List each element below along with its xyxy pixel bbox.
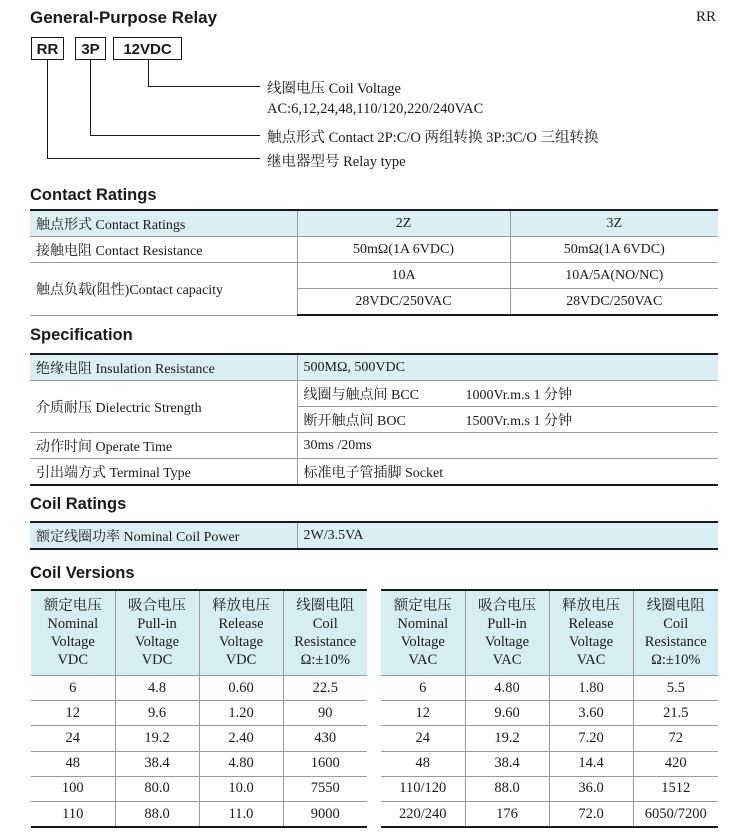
table-cell: 5.5 xyxy=(633,676,718,701)
header-line: Voltage xyxy=(134,634,180,650)
boc-value: 1500Vr.m.s 1 分钟 xyxy=(465,413,572,429)
header-line: Ω:±10% xyxy=(300,652,350,668)
header-line: Voltage xyxy=(484,634,530,650)
table-cell: 2.40 xyxy=(199,726,283,751)
header-line: VAC xyxy=(492,652,522,668)
header-line: Ω:±10% xyxy=(651,652,701,668)
header-line: VAC xyxy=(576,652,606,668)
table-header-row xyxy=(31,590,367,676)
header-line: Release xyxy=(568,616,614,632)
product-code: RR xyxy=(696,9,717,25)
row-label: 额定线圈功率 Nominal Coil Power xyxy=(30,522,297,549)
column-header xyxy=(283,590,367,676)
row-label: 接触电阻 Contact Resistance xyxy=(30,237,297,263)
table-row xyxy=(30,459,718,486)
header-line: Voltage xyxy=(218,634,264,650)
table-cell: 50mΩ(1A 6VDC) xyxy=(510,237,718,263)
section-title-coil-ratings: Coil Ratings xyxy=(30,495,127,513)
table-cell: 9.60 xyxy=(465,701,549,726)
contact-ratings-table xyxy=(30,209,718,316)
header-line: Coil xyxy=(663,616,689,632)
relay-type-label: 继电器型号 Relay type xyxy=(267,154,406,170)
table-row xyxy=(30,210,718,237)
table-cell: 1600 xyxy=(283,751,367,776)
table-cell: 10A xyxy=(297,263,510,289)
section-title-coil-versions: Coil Versions xyxy=(30,564,135,582)
table-cell: 500MΩ, 500VDC xyxy=(297,354,718,381)
header-line: 线圈电阻 xyxy=(296,598,355,614)
table-cell: 80.0 xyxy=(115,776,199,801)
leader-line xyxy=(47,158,260,159)
table-row xyxy=(30,433,718,459)
table-cell: 22.5 xyxy=(283,676,367,701)
table-cell: 72 xyxy=(633,726,718,751)
column-header-3z: 3Z xyxy=(510,210,718,237)
header-line: 额定电压 xyxy=(393,598,452,614)
header-line: Voltage xyxy=(400,634,445,650)
table-cell: 6050/7200 xyxy=(633,801,718,827)
table-row xyxy=(381,701,718,726)
header-line: 吸合电压 xyxy=(128,598,186,614)
table-row xyxy=(31,776,367,801)
table-row xyxy=(30,263,718,289)
table-cell: 36.0 xyxy=(549,776,633,801)
header-line: Resistance xyxy=(294,634,357,650)
table-cell: 220/240 xyxy=(381,801,465,827)
table-cell: 176 xyxy=(465,801,549,827)
header-line: VDC xyxy=(57,652,89,668)
table-row xyxy=(381,801,718,827)
table-row xyxy=(381,726,718,751)
table-cell: 28VDC/250VAC xyxy=(297,289,510,316)
code-box-contact: 3P xyxy=(75,37,106,60)
table-cell: 110/120 xyxy=(381,776,465,801)
header-line: 释放电压 xyxy=(212,598,270,614)
table-cell: 88.0 xyxy=(465,776,549,801)
header-line: 额定电压 xyxy=(43,598,102,614)
table-cell: 90 xyxy=(283,701,367,726)
column-header xyxy=(633,590,718,676)
table-cell: 6 xyxy=(381,676,465,701)
table-cell: 11.0 xyxy=(199,801,283,827)
row-label: 动作时间 Operate Time xyxy=(30,433,297,459)
table-row xyxy=(381,776,718,801)
table-cell: 12 xyxy=(381,701,465,726)
header-line: Resistance xyxy=(644,634,707,650)
table-cell: 48 xyxy=(31,751,115,776)
coil-voltage-label: 线圈电压 Coil Voltage xyxy=(267,81,401,97)
contact-form-label: 触点形式 Contact 2P:C/O 两组转换 3P:3C/O 三组转换 xyxy=(267,130,599,146)
header-line: VDC xyxy=(141,652,173,668)
column-header xyxy=(549,590,633,676)
header-line: Coil xyxy=(312,616,338,632)
row-label: 引出端方式 Terminal Type xyxy=(30,459,297,486)
table-cell: 4.8 xyxy=(115,676,199,701)
leader-line xyxy=(148,86,260,87)
table-cell: 21.5 xyxy=(633,701,718,726)
header-line: Nominal xyxy=(47,616,99,632)
header-line: VAC xyxy=(408,652,438,668)
section-title-specification: Specification xyxy=(30,326,133,344)
table-cell: 12 xyxy=(31,701,115,726)
header-line: Nominal xyxy=(397,616,449,632)
table-row xyxy=(31,726,367,751)
table-cell: 88.0 xyxy=(115,801,199,827)
section-title-contact-ratings: Contact Ratings xyxy=(30,186,157,204)
table-cell: 4.80 xyxy=(465,676,549,701)
table-cell xyxy=(297,381,718,407)
header-line: Pull-in xyxy=(137,616,177,632)
table-cell: 100 xyxy=(31,776,115,801)
coil-ratings-table xyxy=(30,521,718,550)
row-label: 触点负载(阻性)Contact capacity xyxy=(30,263,297,316)
table-cell xyxy=(297,407,718,433)
header-line: 线圈电阻 xyxy=(646,598,705,614)
leader-line xyxy=(90,60,91,136)
table-cell: 2W/3.5VA xyxy=(297,522,718,549)
header-line: Voltage xyxy=(50,634,95,650)
column-header xyxy=(381,590,465,676)
header-line: Voltage xyxy=(568,634,614,650)
table-cell: 7550 xyxy=(283,776,367,801)
table-cell: 430 xyxy=(283,726,367,751)
table-cell: 110 xyxy=(31,801,115,827)
row-label: 触点形式 Contact Ratings xyxy=(30,210,297,237)
table-row xyxy=(381,676,718,701)
table-cell: 28VDC/250VAC xyxy=(510,289,718,316)
table-cell: 9.6 xyxy=(115,701,199,726)
table-cell: 1512 xyxy=(633,776,718,801)
header-line: VDC xyxy=(225,652,257,668)
table-cell: 0.60 xyxy=(199,676,283,701)
leader-line xyxy=(90,135,260,136)
table-cell: 420 xyxy=(633,751,718,776)
coil-voltage-values: AC:6,12,24,48,110/120,220/240VAC xyxy=(267,101,484,117)
header-line: Pull-in xyxy=(487,616,527,632)
table-cell: 50mΩ(1A 6VDC) xyxy=(297,237,510,263)
table-cell: 19.2 xyxy=(465,726,549,751)
table-cell: 14.4 xyxy=(549,751,633,776)
table-cell: 38.4 xyxy=(115,751,199,776)
table-row xyxy=(30,354,718,381)
page-title: General-Purpose Relay xyxy=(30,8,218,27)
column-header-2z: 2Z xyxy=(297,210,510,237)
bcc-label: 线圈与触点间 BCC xyxy=(303,387,420,403)
table-cell: 1.80 xyxy=(549,676,633,701)
table-row xyxy=(30,237,718,263)
table-cell: 6 xyxy=(31,676,115,701)
leader-line xyxy=(47,60,48,159)
table-cell: 72.0 xyxy=(549,801,633,827)
table-cell: 30ms /20ms xyxy=(297,433,718,459)
table-cell: 24 xyxy=(31,726,115,751)
table-row xyxy=(30,381,718,407)
boc-label: 断开触点间 BOC xyxy=(303,413,406,429)
table-cell: 48 xyxy=(381,751,465,776)
table-row xyxy=(381,751,718,776)
specification-table xyxy=(30,353,718,486)
column-header xyxy=(31,590,115,676)
row-label: 绝缘电阻 Insulation Resistance xyxy=(30,354,297,381)
table-cell: 19.2 xyxy=(115,726,199,751)
table-row xyxy=(31,701,367,726)
table-cell: 标准电子管插脚 Socket xyxy=(297,459,718,486)
table-row xyxy=(30,522,718,549)
table-header-row xyxy=(381,590,718,676)
coil-versions-ac-table xyxy=(381,589,718,828)
leader-line xyxy=(148,60,149,87)
header-line: Release xyxy=(218,616,264,632)
column-header xyxy=(115,590,199,676)
table-cell: 3.60 xyxy=(549,701,633,726)
column-header xyxy=(465,590,549,676)
table-cell: 1.20 xyxy=(199,701,283,726)
table-row xyxy=(31,751,367,776)
table-row xyxy=(31,676,367,701)
header-line: 吸合电压 xyxy=(478,598,536,614)
table-cell: 38.4 xyxy=(465,751,549,776)
code-box-voltage: 12VDC xyxy=(113,37,182,60)
column-header xyxy=(199,590,283,676)
table-cell: 4.80 xyxy=(199,751,283,776)
row-label: 介质耐压 Dielectric Strength xyxy=(30,381,297,433)
code-box-type: RR xyxy=(31,37,64,60)
header-line: 释放电压 xyxy=(562,598,620,614)
table-cell: 9000 xyxy=(283,801,367,827)
bcc-value: 1000Vr.m.s 1 分钟 xyxy=(465,387,572,403)
table-cell: 7.20 xyxy=(549,726,633,751)
table-row xyxy=(31,801,367,827)
table-cell: 24 xyxy=(381,726,465,751)
table-cell: 10A/5A(NO/NC) xyxy=(510,263,718,289)
coil-versions-dc-table xyxy=(31,589,367,828)
table-cell: 10.0 xyxy=(199,776,283,801)
